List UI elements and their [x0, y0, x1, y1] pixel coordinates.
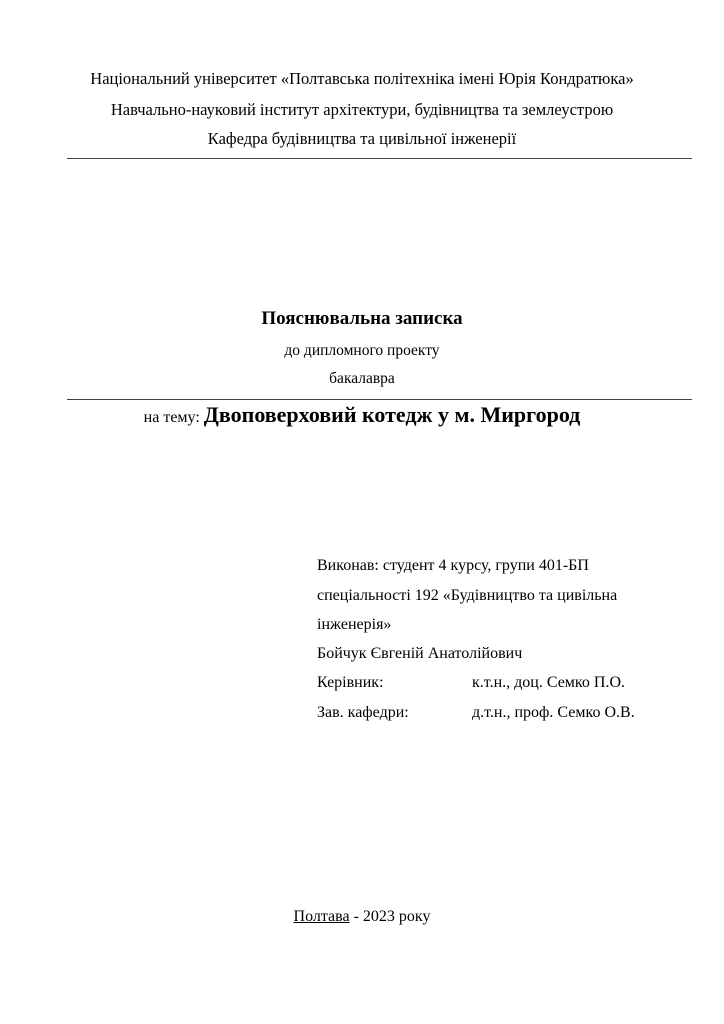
degree-label: бакалавра	[329, 370, 395, 387]
specialty-line: спеціальності 192 «Будівництво та цивільна	[317, 587, 618, 604]
supervisor-row	[317, 674, 625, 692]
footer	[0, 908, 724, 926]
document-title: Пояснювальна записка	[261, 308, 463, 329]
footer-city: Полтава	[293, 908, 350, 925]
head-label: Зав. кафедри:	[317, 704, 409, 721]
supervisor-value: к.т.н., доц. Семко П.О.	[472, 674, 625, 691]
head-value: д.т.н., проф. Семко О.В.	[472, 704, 635, 721]
theme-line	[0, 402, 724, 428]
footer-year: - 2023 року	[349, 908, 431, 925]
student-name: Бойчук Євгеній Анатолійович	[317, 645, 523, 662]
author-line: Виконав: студент 4 курсу, групи 401-БП	[317, 557, 589, 574]
theme-prefix: на тему:	[143, 409, 204, 426]
specialty-line-cont: інженерія»	[317, 616, 392, 633]
department-name: Кафедра будівництва та цивільної інженерії	[207, 129, 517, 148]
university-name: Національний університет «Полтавська політехніка імені Юрія Кондратюка»	[90, 69, 634, 88]
head-row	[317, 704, 635, 722]
header-divider	[67, 158, 692, 159]
institute-name: Навчально-науковий інститут архітектури, будівництва та землеустрою	[110, 100, 614, 119]
theme-title: Двоповерховий котедж у м. Миргород	[203, 402, 581, 427]
theme-divider	[67, 399, 692, 400]
document-subtitle: до дипломного проекту	[284, 342, 440, 359]
supervisor-label: Керівник:	[317, 674, 384, 691]
